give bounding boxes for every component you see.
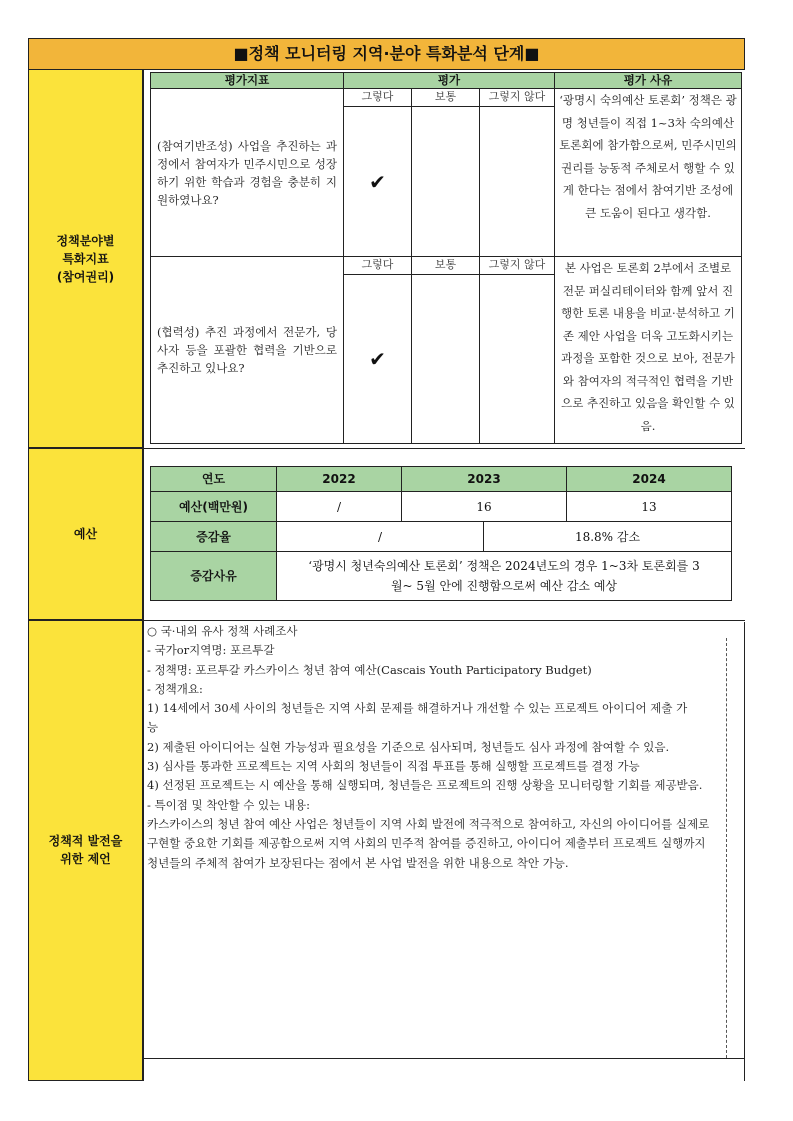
change-row-label: 증감율 bbox=[151, 522, 277, 552]
option-no: 그렇지 않다 bbox=[480, 257, 555, 275]
checkmark-icon: ✔ bbox=[369, 169, 386, 194]
question-text: (참여기반조성) 사업을 추진하는 과정에서 참여자가 민주시민으로 성장하기 위한 학습과 경험을 충분히 지원하였나요? bbox=[157, 138, 337, 207]
year-2024: 2024 bbox=[567, 467, 731, 492]
budget-2023: 16 bbox=[402, 492, 567, 522]
indicators-label: 정책분야별 특화지표 (참여권리) bbox=[56, 233, 115, 284]
proposal-line: 3) 심사를 통과한 프로젝트는 지역 사회의 청년들이 직접 투표를 통해 실행할 프로젝트를 결정 가능 bbox=[147, 759, 640, 774]
budget-label: 예산 bbox=[73, 526, 98, 541]
section-label-proposal bbox=[28, 620, 143, 1081]
checkmark-icon: ✔ bbox=[369, 347, 386, 371]
check-no-cell bbox=[480, 107, 555, 257]
proposal-line: - 특이점 및 착안할 수 있는 내용: bbox=[147, 797, 310, 812]
change-2024: 18.8% 감소 bbox=[484, 522, 731, 552]
budget-2022: / bbox=[277, 492, 402, 522]
check-yes-cell bbox=[344, 107, 412, 257]
column-divider bbox=[143, 70, 144, 1081]
proposal-label: 정책적 발전을 위한 제언 bbox=[48, 834, 123, 866]
check-neutral-cell bbox=[412, 275, 480, 443]
reason-value bbox=[277, 552, 731, 600]
section-divider bbox=[28, 620, 745, 621]
change-2023: / bbox=[277, 522, 484, 552]
option-neutral: 보통 bbox=[412, 89, 480, 107]
question-cell bbox=[151, 89, 344, 257]
evaluation-table bbox=[150, 72, 742, 444]
proposal-line: - 정책명: 포르투갈 카스카이스 청년 참여 예산(Cascais Youth Participatory Budget) bbox=[147, 662, 592, 677]
proposal-line: 1) 14세에서 30세 사이의 청년들은 지역 사회 문제를 해결하거나 개선할 수 있는 프로젝트 아이디어 제출 가능 bbox=[147, 701, 688, 735]
option-neutral: 보통 bbox=[412, 257, 480, 275]
reason-text: ‘광명시 숙의예산 토론회’ 정책은 광명 청년들이 직접 1~3차 숙의예산 토론회에 참가함으로써, 민주시민의 권리를 능동적 주체로서 행할 수 있게 한다는 점에서 참여기반 조성에 큰 도움이 된다고 생각함. bbox=[559, 93, 737, 220]
proposal-line: 2) 제출된 아이디어는 실현 가능성과 필요성을 기준으로 심사되며, 청년들도 심사 과정에 참여할 수 있음. bbox=[147, 739, 670, 754]
section-label-budget bbox=[28, 448, 143, 620]
year-2023: 2023 bbox=[402, 467, 567, 492]
proposal-line: 4) 선정된 프로젝트는 시 예산을 통해 실행되며, 청년들은 프로젝트의 진행 상황을 모니터링할 기회를 제공받음. bbox=[147, 778, 703, 793]
reason-row-label: 증감사유 bbox=[151, 552, 277, 600]
header-reason: 평가 사유 bbox=[555, 73, 741, 89]
budget-row-label: 예산(백만원) bbox=[151, 492, 277, 522]
reason-text: 본 사업은 토론회 2부에서 조별로 전문 퍼실리테이터와 함께 앞서 진행한 토론 내용을 비교·분석하고 기존 제안 사업을 더욱 고도화시키는 과정을 포함한 것으로 보아, 전문가와 참여자의 적극적인 협력을 기반으로 추진하고 있음을 확인할 수 있음. bbox=[561, 261, 735, 433]
page-title: ■정책 모니터링 지역·분야 특화분석 단계■ bbox=[28, 38, 745, 70]
bottom-divider bbox=[143, 1058, 745, 1059]
question-text: (협력성) 추진 과정에서 전문가, 당사자 등을 포괄한 협력을 기반으로 추진하고 있나요? bbox=[157, 325, 337, 375]
budget-table bbox=[150, 466, 732, 601]
check-no-cell bbox=[480, 275, 555, 443]
reason-cell bbox=[555, 89, 741, 257]
check-neutral-cell bbox=[412, 107, 480, 257]
right-border bbox=[744, 622, 745, 1081]
proposal-line: - 정책개요: bbox=[147, 681, 203, 696]
option-no: 그렇지 않다 bbox=[480, 89, 555, 107]
proposal-content bbox=[147, 622, 737, 873]
option-yes: 그렇다 bbox=[344, 257, 412, 275]
budget-2024: 13 bbox=[567, 492, 731, 522]
proposal-line: - 국가or지역명: 포르투갈 bbox=[147, 643, 275, 658]
section-divider bbox=[28, 448, 745, 449]
dashed-divider bbox=[726, 638, 727, 1058]
section-label-indicators bbox=[28, 70, 143, 448]
year-header: 연도 bbox=[151, 467, 277, 492]
option-yes: 그렇다 bbox=[344, 89, 412, 107]
proposal-line: 카스카이스의 청년 참여 예산 사업은 청년들이 지역 사회 발전에 적극적으로 참여하고, 자신의 아이디어를 실제로 구현할 중요한 기회를 제공함으로써 지역 사회의 민주적 참여를 증진하고, 아이디어 제출부터 프로젝트 실행까지 청년들의 주체적 참여가 보장된다는 점에서 본 사업 발전을 위한 내용으로 착안 가능. bbox=[147, 816, 710, 870]
header-indicator: 평가지표 bbox=[151, 73, 344, 89]
question-cell bbox=[151, 257, 344, 443]
proposal-line: ○ 국·내외 유사 정책 사례조사 bbox=[147, 624, 298, 638]
reason-cell bbox=[555, 257, 741, 443]
header-evaluation: 평가 bbox=[344, 73, 555, 89]
check-yes-cell bbox=[344, 275, 412, 443]
budget-reason-text: ‘광명시 청년숙의예산 토론회’ 정책은 2024년도의 경우 1~3차 토론회를 3월~ 5월 안에 진행함으로써 예산 감소 예상 bbox=[308, 559, 700, 593]
year-2022: 2022 bbox=[277, 467, 402, 492]
